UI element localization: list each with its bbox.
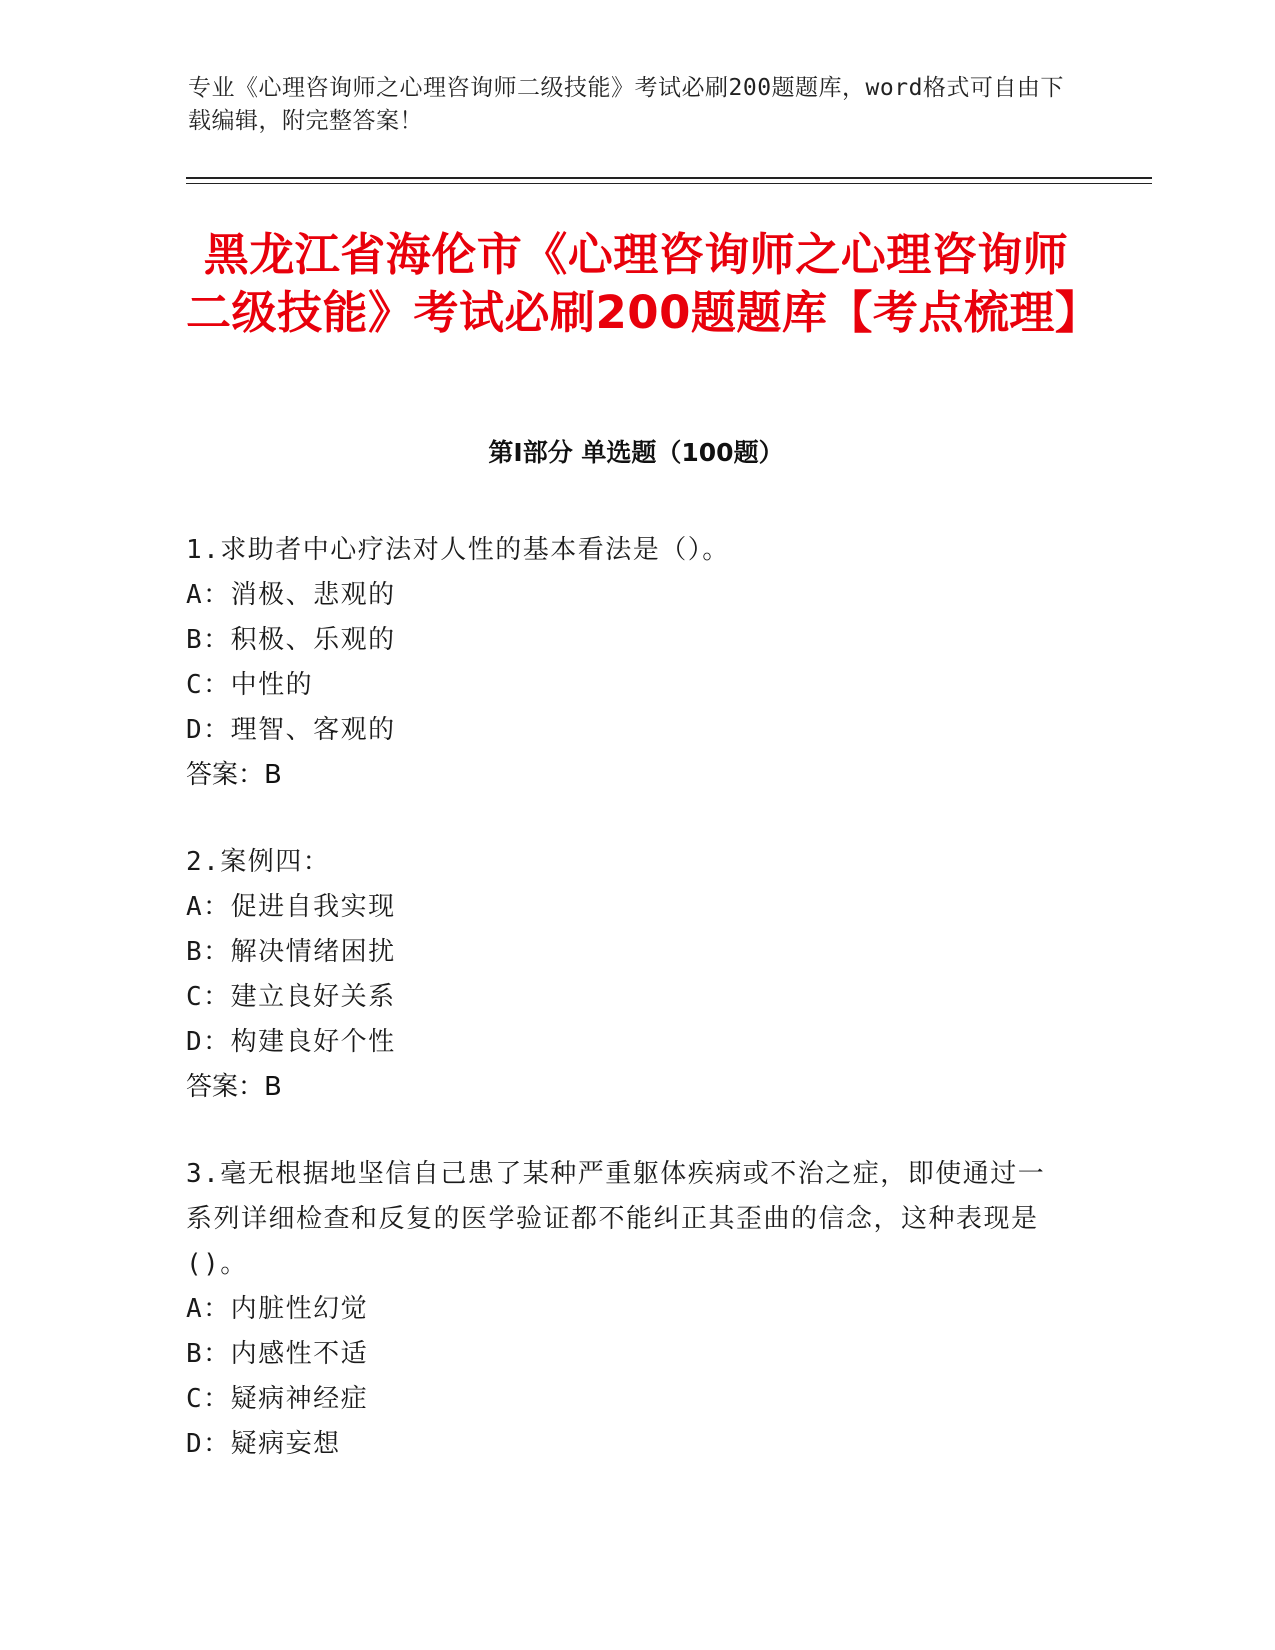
- option-c: C：中性的: [186, 670, 314, 700]
- answer-line: 答案：B: [186, 760, 282, 790]
- option-d: D：疑病妄想: [186, 1429, 341, 1459]
- option-d: D：理智、客观的: [186, 715, 396, 745]
- question-stem: 2.案例四：: [186, 847, 331, 877]
- option-b: B：解决情绪困扰: [186, 937, 396, 967]
- option-a: A：内脏性幻觉: [186, 1294, 369, 1324]
- header-note: 专业《心理咨询师之心理咨询师二级技能》考试必刷200题题库，word格式可自由下载编辑，附完整答案！: [188, 75, 1064, 134]
- option-d: D：构建良好个性: [186, 1027, 396, 1057]
- option-b: B：积极、乐观的: [186, 625, 396, 655]
- header-divider-thick: [186, 177, 1152, 179]
- question-stem: 1.求助者中心疗法对人性的基本看法是（）。: [186, 535, 730, 565]
- option-a: A：促进自我实现: [186, 892, 396, 922]
- question-item: [186, 528, 1066, 798]
- document-title: 黑龙江省海伦市《心理咨询师之心理咨询师二级技能》考试必刷200题题库【考点梳理】: [186, 228, 1101, 339]
- answer-line: 答案：B: [186, 1072, 282, 1102]
- option-a: A：消极、悲观的: [186, 580, 396, 610]
- question-item: [186, 840, 1066, 1110]
- question-list: [186, 528, 1066, 1509]
- header-divider-thin: [186, 183, 1152, 184]
- option-c: C：疑病神经症: [186, 1384, 369, 1414]
- option-c: C：建立良好关系: [186, 982, 396, 1012]
- question-item: [186, 1152, 1066, 1467]
- option-b: B：内感性不适: [186, 1339, 369, 1369]
- question-stem: 3.毫无根据地坚信自己患了某种严重躯体疾病或不治之症，即使通过一系列详细检查和反复的医学验证都不能纠正其歪曲的信念，这种表现是()。: [186, 1159, 1046, 1279]
- section-heading: 第I部分 单选题（100题）: [488, 438, 784, 467]
